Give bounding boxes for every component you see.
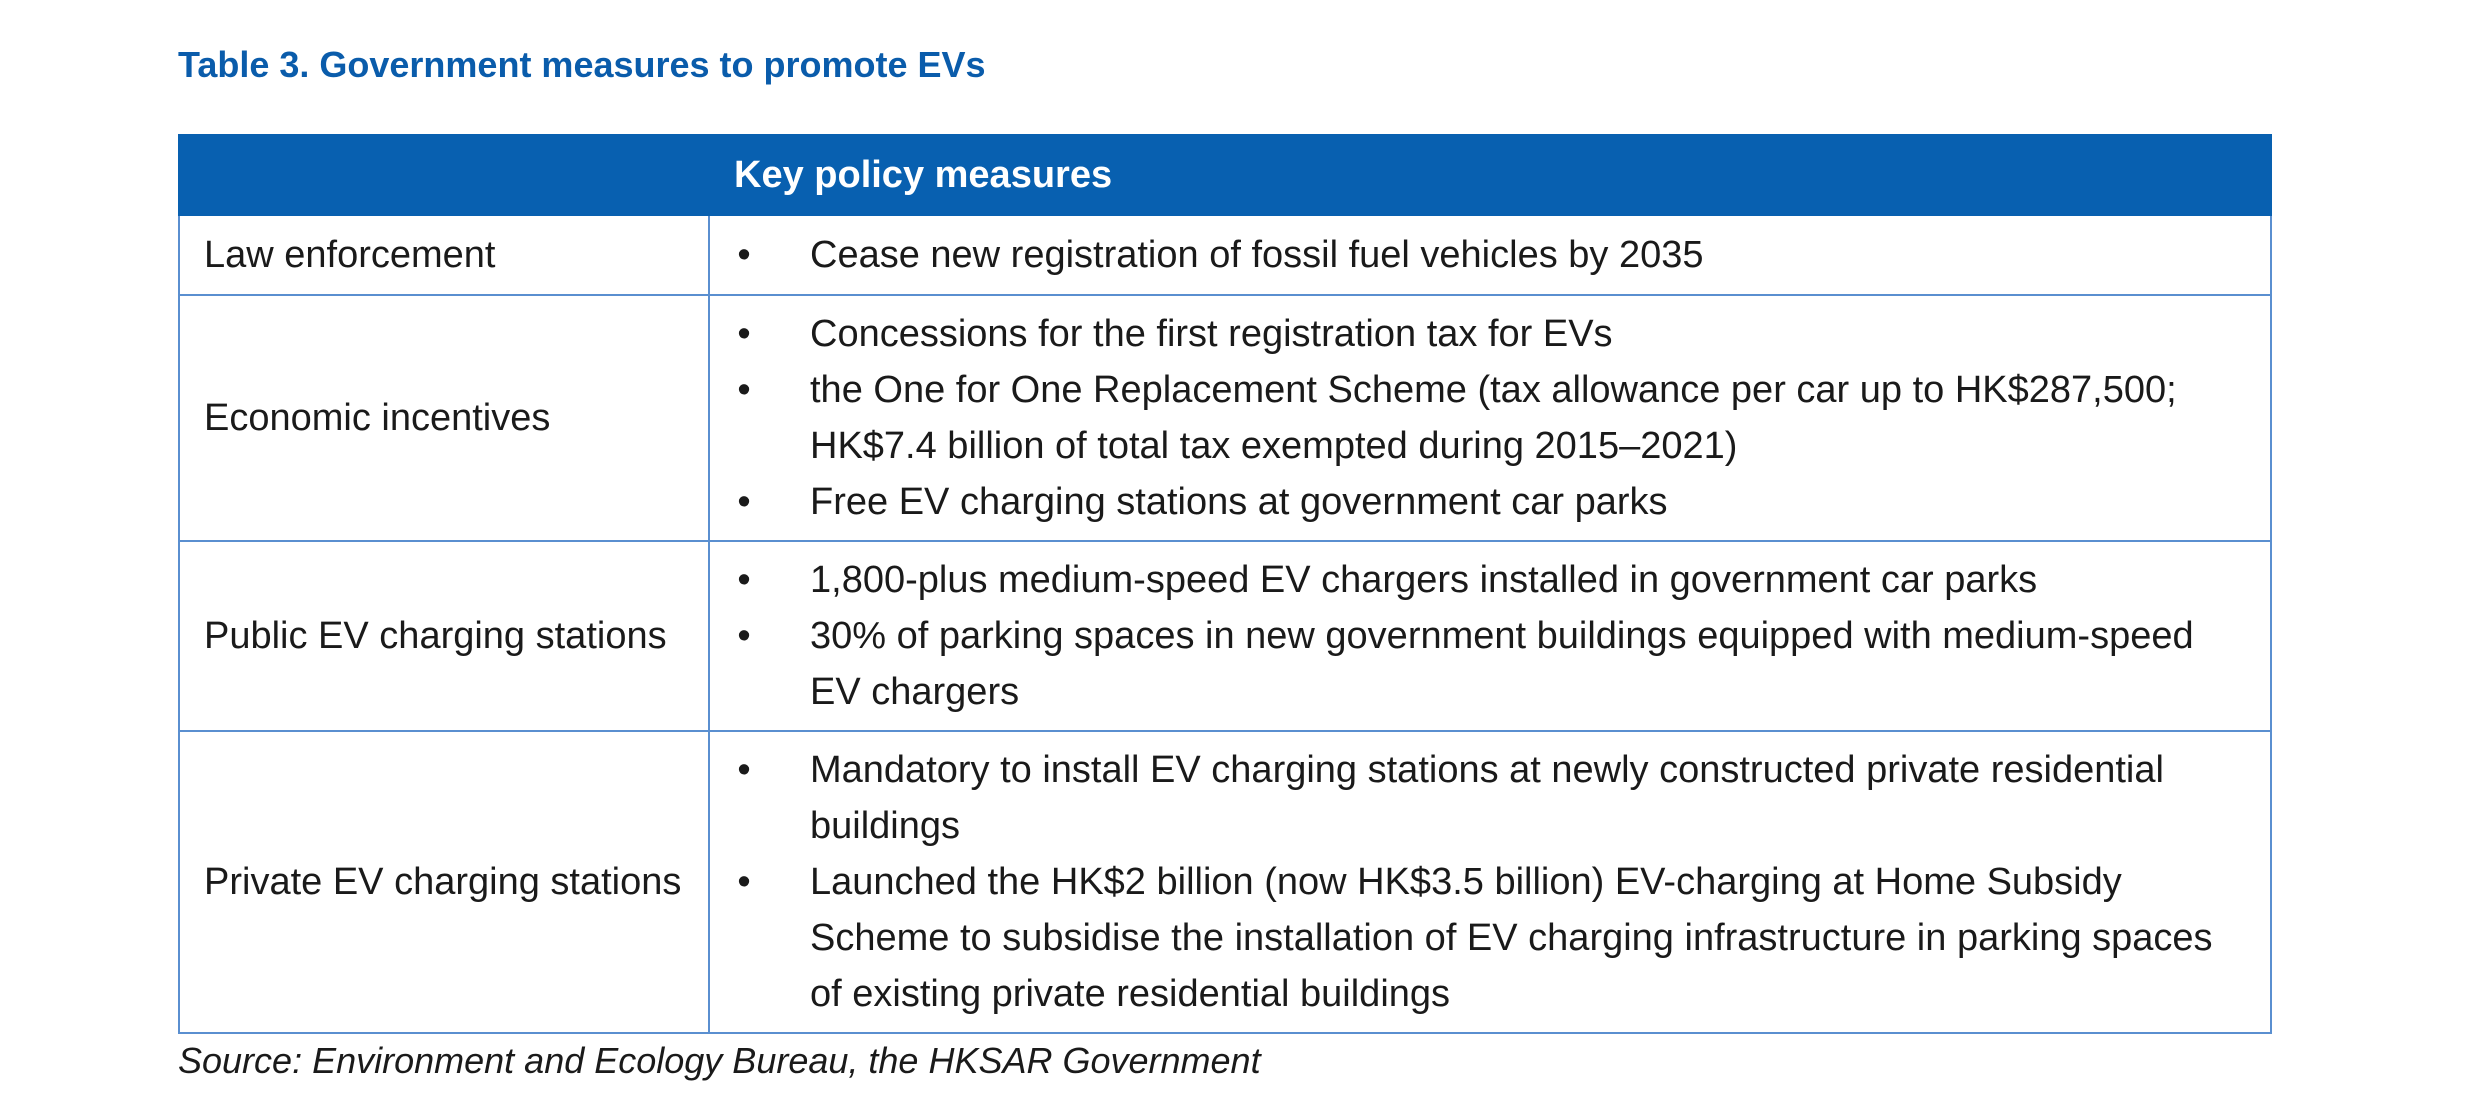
table-row	[179, 215, 2271, 295]
measures-table	[178, 134, 2272, 1034]
row-measures	[709, 731, 2271, 1033]
table-row	[179, 731, 2271, 1033]
table-row	[179, 541, 2271, 731]
row-label: Public EV charging stations	[179, 541, 709, 731]
bullet-icon: •	[737, 749, 751, 791]
table-title: Table 3. Government measures to promote EVs	[178, 44, 986, 85]
bullet-icon: •	[737, 481, 751, 523]
measure-item: • 1,800-plus medium-speed EV chargers installed in government car parks	[710, 552, 2230, 608]
table-row	[179, 295, 2271, 541]
row-label: Economic incentives	[179, 295, 709, 541]
measure-item: • Launched the HK$2 billion (now HK$3.5 billion) EV-charging at Home Subsidy Scheme to subsidise the installation of EV charging infrastructure in parking spaces of existing private residential buildings	[710, 854, 2230, 1022]
measure-item: • Free EV charging stations at government car parks	[710, 474, 2230, 530]
measure-item: • 30% of parking spaces in new government buildings equipped with medium-speed EV chargers	[710, 608, 2230, 720]
measure-list	[710, 227, 2230, 283]
measure-item: • the One for One Replacement Scheme (tax allowance per car up to HK$287,500; HK$7.4 billion of total tax exempted during 2015–2021)	[710, 362, 2230, 474]
bullet-icon: •	[737, 313, 751, 355]
measure-list	[710, 742, 2230, 1022]
measure-item: • Mandatory to install EV charging stations at newly constructed private residential buildings	[710, 742, 2230, 854]
source-note: Source: Environment and Ecology Bureau, the HKSAR Government	[178, 1040, 1261, 1081]
table-header-row	[179, 135, 2271, 215]
bullet-icon: •	[737, 615, 751, 657]
row-label: Law enforcement	[179, 215, 709, 295]
header-key-policy-measures: Key policy measures	[709, 135, 2271, 215]
row-measures	[709, 295, 2271, 541]
header-category	[179, 135, 709, 215]
measure-list	[710, 306, 2230, 530]
bullet-icon: •	[737, 369, 751, 411]
measure-list	[710, 552, 2230, 720]
measure-item: • Concessions for the first registration tax for EVs	[710, 306, 2230, 362]
row-measures	[709, 215, 2271, 295]
bullet-icon: •	[737, 861, 751, 903]
row-measures	[709, 541, 2271, 731]
row-label: Private EV charging stations	[179, 731, 709, 1033]
bullet-icon: •	[737, 559, 751, 601]
bullet-icon: •	[737, 234, 751, 276]
measure-item: • Cease new registration of fossil fuel vehicles by 2035	[710, 227, 2230, 283]
